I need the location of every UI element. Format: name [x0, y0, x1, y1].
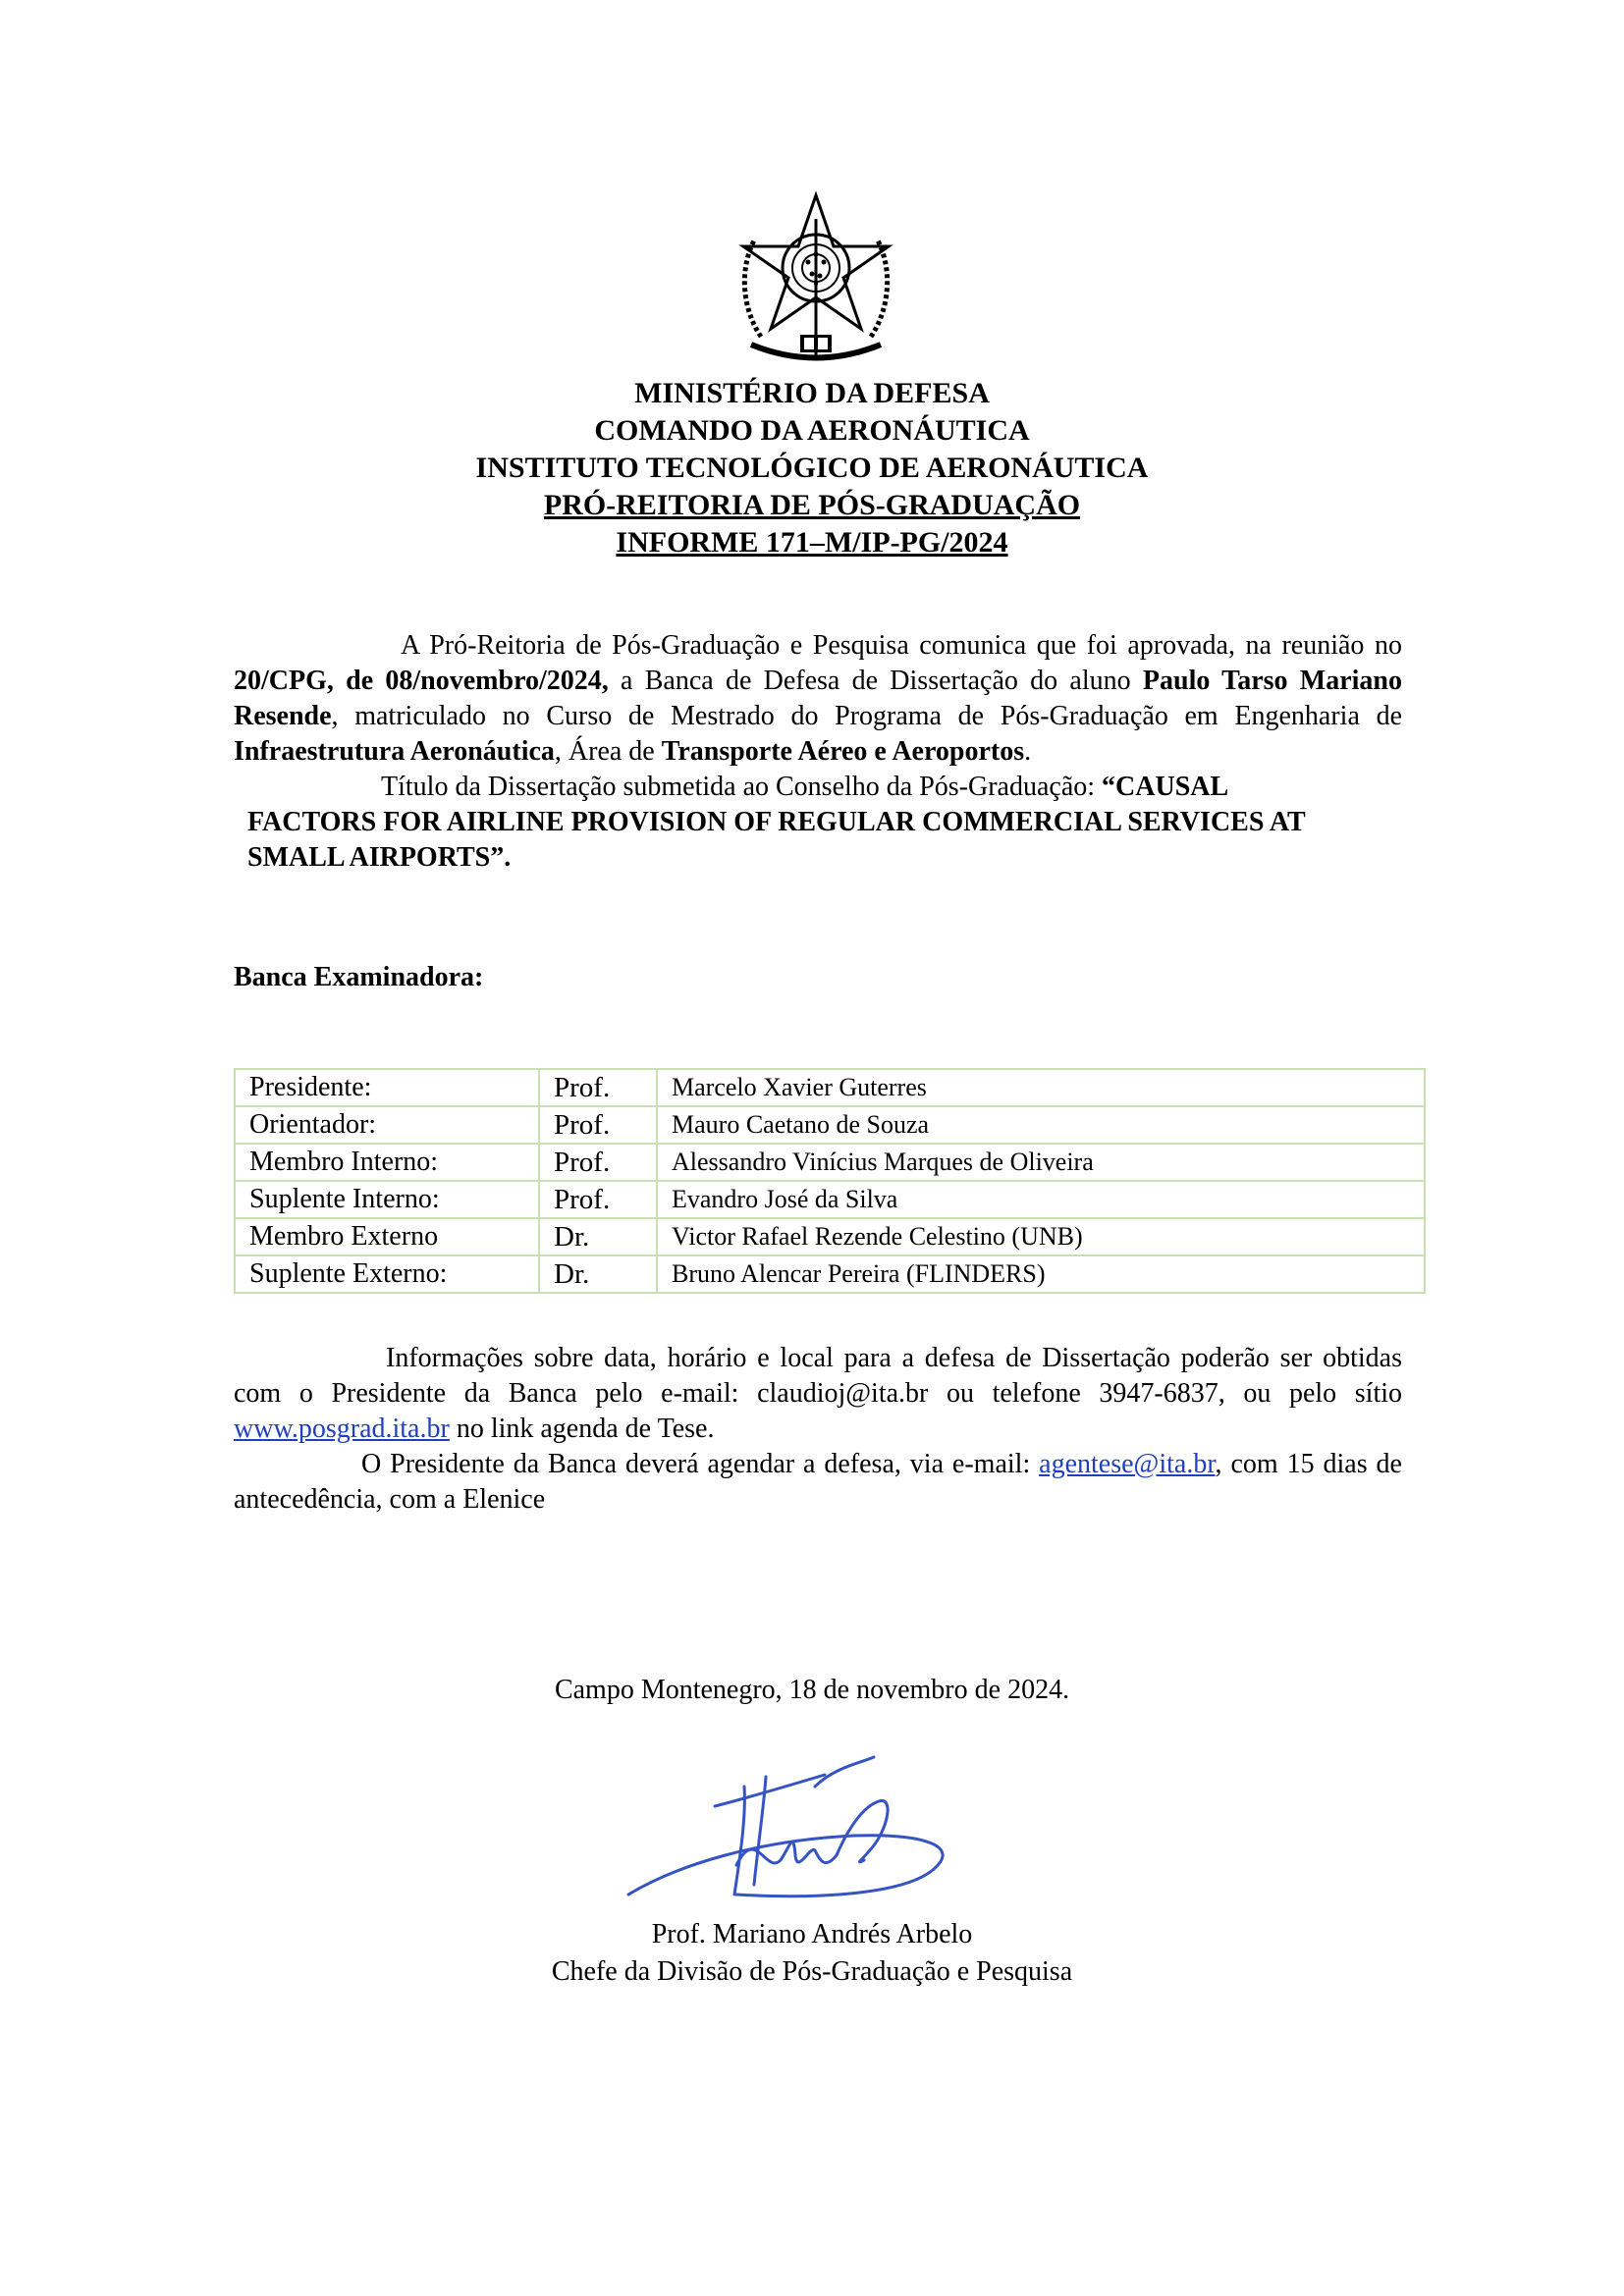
committee-member-name: Victor Rafael Rezende Celestino (UNB): [657, 1218, 1425, 1255]
committee-table: [234, 1068, 1426, 1294]
committee-role: Membro Interno:: [235, 1144, 539, 1181]
ministry-heading: MINISTÉRIO DA DEFESA: [634, 377, 990, 409]
signer-name: Prof. Mariano Andrés Arbelo: [651, 1919, 973, 1949]
brazil-coat-of-arms-emblem: [731, 189, 900, 366]
place-and-date: Campo Montenegro, 18 de novembro de 2024.: [554, 1675, 1070, 1705]
committee-title: Prof.: [539, 1144, 657, 1181]
signer-block: [0, 1916, 1624, 1991]
paragraph1-text-3: , matriculado no Curso de Mestrado do Programa de Pós-Graduação em Engenharia de: [331, 701, 1402, 731]
information-paragraph: [234, 1341, 1402, 1447]
committee-title: Prof.: [539, 1069, 657, 1106]
committee-title: Prof.: [539, 1181, 657, 1218]
handwritten-signature: [619, 1747, 992, 1914]
examining-committee-heading: Banca Examinadora:: [234, 962, 484, 992]
committee-role: Suplente Externo:: [235, 1255, 539, 1293]
announcement-paragraph: [234, 628, 1402, 770]
committee-role: Presidente:: [235, 1069, 539, 1106]
committee-member-name: Evandro José da Silva: [657, 1181, 1425, 1218]
agentese-email-link[interactable]: agentese@ita.br: [1039, 1449, 1216, 1479]
institute-heading: INSTITUTO TECNOLÓGICO DE AERONÁUTICA: [475, 452, 1149, 484]
title-intro: Título da Dissertação submetida ao Conselho da Pós-Graduação:: [381, 772, 1103, 802]
meeting-reference: 20/CPG, de 08/novembro/2024,: [234, 666, 609, 696]
table-row: [235, 1069, 1425, 1106]
dissertation-title-rest: FACTORS FOR AIRLINE PROVISION OF REGULAR COMMERCIAL SERVICES AT SMALL AIRPORTS”.: [247, 807, 1306, 873]
paragraph1-text-1: A Pró-Reitoria de Pós-Graduação e Pesquisa comunica que foi aprovada, na reunião no: [401, 630, 1402, 661]
paragraph1-text-2: a Banca de Defesa de Dissertação do aluno: [608, 666, 1143, 696]
table-row: [235, 1144, 1425, 1181]
informe-number: INFORME 171–M/IP-PG/2024: [616, 526, 1008, 559]
committee-title: Dr.: [539, 1255, 657, 1293]
dissertation-title-line: [234, 770, 1402, 805]
student-name: Paulo Tarso Mariano Resende: [234, 666, 1402, 731]
command-heading: COMANDO DA AERONÁUTICA: [594, 414, 1030, 447]
committee-member-name: Bruno Alencar Pereira (FLINDERS): [657, 1255, 1425, 1293]
paragraph1-text-4: , Área de: [554, 736, 662, 767]
committee-title: Prof.: [539, 1106, 657, 1144]
dissertation-title-start: “CAUSAL: [1102, 772, 1229, 802]
committee-member-name: Mauro Caetano de Souza: [657, 1106, 1425, 1144]
committee-role: Membro Externo: [235, 1218, 539, 1255]
area-name: Transporte Aéreo e Aeroportos: [661, 736, 1025, 767]
table-row: [235, 1218, 1425, 1255]
paragraph2-text-2: no link agenda de Tese.: [449, 1414, 715, 1444]
committee-title: Dr.: [539, 1218, 657, 1255]
paragraph3-text-2: , com 15 dias de antecedência, com a Elenice: [234, 1449, 1402, 1515]
committee-member-name: Marcelo Xavier Guterres: [657, 1069, 1425, 1106]
paragraph3-text-1: O Presidente da Banca deverá agendar a defesa, via e-mail:: [361, 1449, 1040, 1479]
table-row: [235, 1181, 1425, 1218]
program-name: Infraestrutura Aeronáutica: [234, 736, 555, 767]
signer-position: Chefe da Divisão de Pós-Graduação e Pesquisa: [551, 1956, 1073, 1987]
committee-role: Suplente Interno:: [235, 1181, 539, 1218]
table-row: [235, 1106, 1425, 1144]
posgrad-website-link[interactable]: www.posgrad.ita.br: [234, 1414, 450, 1444]
scheduling-paragraph: [234, 1447, 1402, 1518]
dissertation-title-continuation: [247, 805, 1402, 876]
office-heading: PRÓ-REITORIA DE PÓS-GRADUAÇÃO: [543, 489, 1081, 521]
paragraph2-text-1: Informações sobre data, horário e local para a defesa de Dissertação poderão ser obtidas com o Presidente da Banca pelo e-mail: claudioj@ita.br ou telefone 3947-6837, ou pelo sítio: [234, 1343, 1402, 1409]
table-row: [235, 1255, 1425, 1293]
committee-member-name: Alessandro Vinícius Marques de Oliveira: [657, 1144, 1425, 1181]
committee-role: Orientador:: [235, 1106, 539, 1144]
paragraph1-text-5: .: [1024, 736, 1032, 767]
document-header: [0, 375, 1624, 561]
